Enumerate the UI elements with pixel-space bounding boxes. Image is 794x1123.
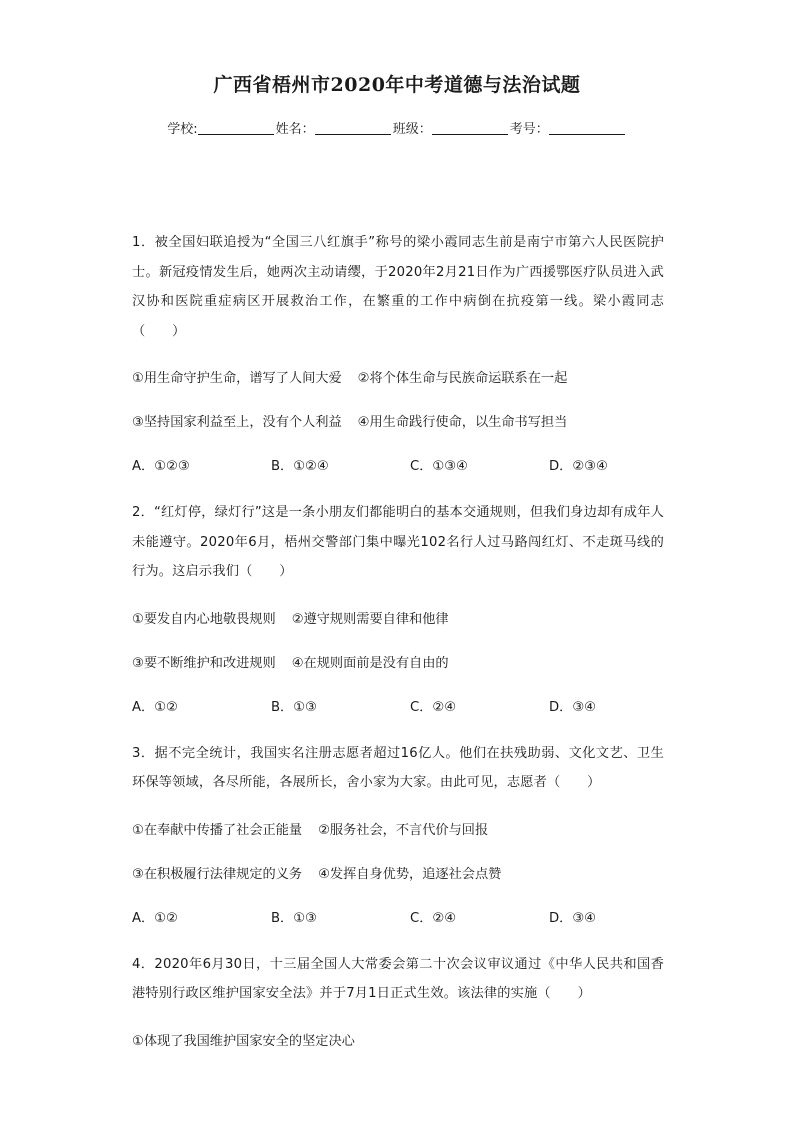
option-c[interactable]: C．②④ — [410, 910, 457, 926]
option-a[interactable]: A．①② — [132, 699, 178, 715]
option-a[interactable]: A．①②③ — [132, 459, 190, 474]
statement: ④发挥自身优势，追逐社会点赞 — [318, 866, 502, 882]
option-b[interactable]: B．①③ — [271, 699, 317, 715]
exam-no-label: 考号： — [509, 122, 549, 137]
statement: ④用生命践行使命，以生命书写担当 — [357, 415, 568, 430]
statement: ①在奉献中传播了社会正能量 — [132, 822, 303, 838]
question-stem: 3．据不完全统计，我国实名注册志愿者超过16亿人。他们在扶残助弱、文化文艺、卫生环保等领域，各尽所能，各展所长，舍小家为大家。由此可见，志愿者（ ） — [132, 745, 664, 790]
statement-row — [132, 653, 664, 675]
option-d[interactable]: D．③④ — [549, 699, 596, 715]
statement: ②服务社会，不言代价与回报 — [318, 822, 489, 838]
school-label: 学校: — [167, 122, 198, 137]
statement: ①体现了我国维护国家安全的坚定决心 — [132, 1033, 355, 1049]
option-c[interactable]: C．①③④ — [410, 459, 468, 474]
statement: ②遵守规则需要自律和他律 — [291, 611, 449, 627]
statement: ①用生命守护生命，谱写了人间大爱 — [132, 371, 342, 386]
answer-options — [132, 456, 664, 478]
statement-row — [132, 609, 664, 631]
statement: ①要发自内心地敬畏规则 — [132, 611, 276, 627]
option-c[interactable]: C．②④ — [410, 699, 457, 715]
option-a[interactable]: A．①② — [132, 910, 178, 926]
option-b[interactable]: B．①②④ — [271, 459, 329, 474]
school-blank — [198, 121, 274, 135]
statement-row — [132, 820, 664, 842]
statement-row — [132, 1031, 664, 1053]
statement: ③坚持国家利益至上，没有个人利益 — [132, 415, 342, 430]
statement: ②将个体生命与民族命运联系在一起 — [357, 371, 568, 386]
statement: ③在积极履行法律规定的义务 — [132, 866, 303, 882]
answer-options — [132, 697, 664, 719]
statement-row — [132, 368, 664, 390]
page-title: 广西省梧州市2020年中考道德与法治试题 — [213, 74, 581, 96]
option-d[interactable]: D．②③④ — [549, 459, 608, 474]
statement: ④在规则面前是没有自由的 — [291, 655, 449, 671]
question-4 — [132, 950, 664, 1053]
name-blank — [315, 121, 391, 135]
question-3 — [132, 739, 664, 930]
statement-row — [132, 412, 664, 434]
question-stem: 4．2020年6月30日，十三届全国人大常委会第二十次会议审议通过《中华人民共和国香港特别行政区维护国家安全法》并于7月1日正式生效。该法律的实施（ ） — [132, 956, 664, 1001]
question-list — [132, 228, 664, 1053]
question-2 — [132, 498, 664, 719]
exam-no-blank — [549, 121, 625, 135]
option-b[interactable]: B．①③ — [271, 910, 317, 926]
question-stem: 2．“红灯停，绿灯行”这是一条小朋友们都能明白的基本交通规则，但我们身边却有成年人未能遵守。2020年6月，梧州交警部门集中曝光102名行人过马路闯红灯、不走斑马线的行为。这启示我们（ ） — [132, 505, 664, 579]
statement: ③要不断维护和改进规则 — [132, 655, 276, 671]
question-1 — [132, 228, 664, 478]
name-label: 姓名： — [275, 122, 315, 137]
option-d[interactable]: D．③④ — [549, 910, 596, 926]
question-stem: 1．被全国妇联追授为“全国三八红旗手”称号的梁小霞同志生前是南宁市第六人民医院护士。新冠疫情发生后，她两次主动请缨，于2020年2月21日作为广西援鄂医疗队员进入武汉协和医院重症病区开展救治工作，在繁重的工作中病倒在抗疫第一线。梁小霞同志（ ） — [132, 235, 664, 339]
student-info-line — [0, 118, 794, 137]
class-label: 班级： — [392, 122, 432, 137]
class-blank — [432, 121, 508, 135]
answer-options — [132, 908, 664, 930]
statement-row — [132, 864, 664, 886]
